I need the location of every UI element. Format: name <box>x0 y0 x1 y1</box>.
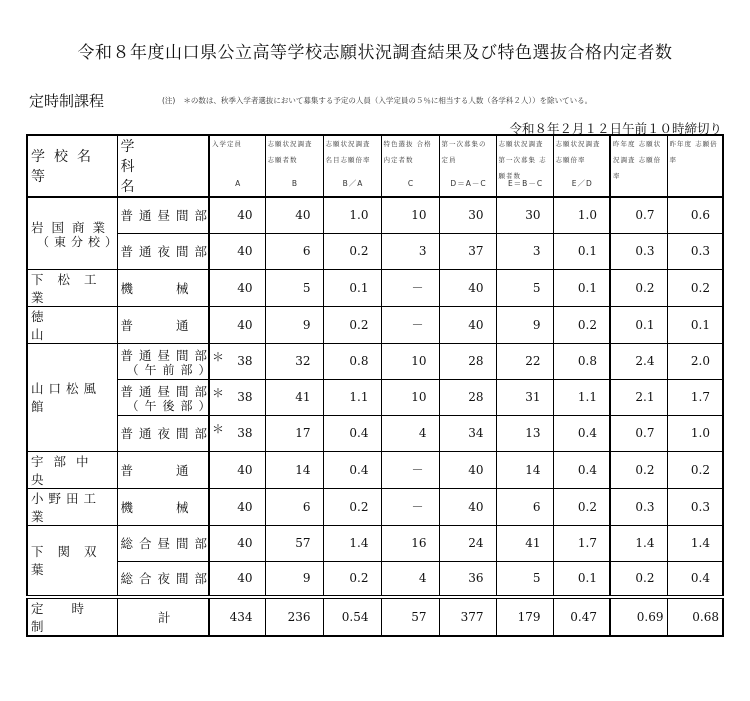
cell-b: 14 <box>265 451 323 488</box>
cell-d: 40 <box>439 306 496 343</box>
cell-ed: 0.4 <box>553 451 610 488</box>
dept-name: 普通昼間部 <box>117 197 209 233</box>
cell-d: 28 <box>439 379 496 415</box>
cell-ba: 0.2 <box>323 233 381 269</box>
cell-ba: 0.2 <box>323 306 381 343</box>
header-col-letter: E／D <box>571 179 593 188</box>
application-status-table <box>26 134 724 637</box>
dept-name <box>117 379 217 415</box>
cell-prev2: 0.4 <box>667 561 723 597</box>
header-col-text: 昨年度 志願倍率 <box>669 140 718 164</box>
school-name: 小野田工業 <box>27 488 117 525</box>
cell-ba: 0.4 <box>323 451 381 488</box>
cell-ba: 0.2 <box>323 488 381 525</box>
cell-d: 40 <box>439 488 496 525</box>
cell-prev2: 0.3 <box>667 488 723 525</box>
cell-b: 40 <box>265 197 323 233</box>
header-col-text: 志願状況調査 名目志願倍率 <box>325 140 371 164</box>
table-row <box>27 525 723 561</box>
cell-ed: 1.0 <box>553 197 610 233</box>
cell-ba: 1.1 <box>323 379 381 415</box>
cell-b: 6 <box>265 233 323 269</box>
asterisk-mark: ＊ <box>212 385 225 400</box>
cell-prev2: 0.3 <box>667 233 723 269</box>
header-dept: 学 科 名 <box>117 135 209 197</box>
total-d: 377 <box>439 597 496 636</box>
cell-c: 4 <box>381 561 439 597</box>
cell-ed: 1.7 <box>553 525 610 561</box>
cell-a-value: 38 <box>237 426 253 440</box>
header-col-text: 志願状況調査 第一次募集 志願者数 <box>498 140 547 180</box>
table-row <box>27 488 723 525</box>
cell-d: 36 <box>439 561 496 597</box>
cell-b: 41 <box>265 379 323 415</box>
cell-c: 10 <box>381 197 439 233</box>
total-ed: 0.47 <box>553 597 610 636</box>
footnote-label: (注) <box>162 96 176 105</box>
cell-prev2: 0.2 <box>667 451 723 488</box>
cell-ed: 0.1 <box>553 561 610 597</box>
cell-ed: 0.4 <box>553 415 610 451</box>
cell-e: 5 <box>496 561 553 597</box>
cell-c: － <box>381 306 439 343</box>
cell-c: 4 <box>381 415 439 451</box>
cell-prev1: 0.2 <box>610 451 667 488</box>
header-col-letter: B／A <box>342 179 364 188</box>
cell-e: 41 <box>496 525 553 561</box>
header-col-text: 志願状況調査 志願者数 <box>267 140 313 164</box>
cell-prev1: 0.7 <box>610 197 667 233</box>
cell-e: 13 <box>496 415 553 451</box>
school-name: 下松工業 <box>27 269 117 306</box>
total-c: 57 <box>381 597 439 636</box>
cell-d: 24 <box>439 525 496 561</box>
cell-a: 40 <box>209 525 265 561</box>
header-col-letter: D＝A－C <box>450 179 487 188</box>
cell-a: 40 <box>209 488 265 525</box>
cell-ed: 0.8 <box>553 343 610 379</box>
cell-prev2: 1.4 <box>667 525 723 561</box>
asterisk-mark: ＊ <box>212 421 225 436</box>
dept-name: 普通夜間部 <box>117 415 209 451</box>
cell-e: 14 <box>496 451 553 488</box>
cell-ba: 0.4 <box>323 415 381 451</box>
table-row <box>27 233 723 269</box>
header-col-prev-rate2 <box>667 135 723 197</box>
school-name-text: 岩国商業 <box>31 220 114 236</box>
total-prev1: 0.69 <box>610 597 667 636</box>
header-col-prev-rate1 <box>610 135 667 197</box>
cell-e: 6 <box>496 488 553 525</box>
cell-a: 40 <box>209 306 265 343</box>
cell-a <box>209 379 265 415</box>
table-row <box>27 197 723 233</box>
cell-c: － <box>381 451 439 488</box>
deadline-text: 令和８年２月１２日午前１０時締切り <box>509 121 722 136</box>
table-row <box>27 306 723 343</box>
cell-a: 40 <box>209 451 265 488</box>
school-name: 宇部中央 <box>27 451 117 488</box>
header-col-letter: C <box>407 179 415 188</box>
school-name: 下関双葉 <box>27 525 117 597</box>
cell-prev2: 0.1 <box>667 306 723 343</box>
cell-prev1: 2.4 <box>610 343 667 379</box>
cell-e: 22 <box>496 343 553 379</box>
dept-name: 総合昼間部 <box>117 525 209 561</box>
cell-b: 9 <box>265 561 323 597</box>
dept-name-sub: （午前部） <box>126 363 217 377</box>
cell-prev2: 1.7 <box>667 379 723 415</box>
header-col-ed <box>553 135 610 197</box>
cell-prev1: 2.1 <box>610 379 667 415</box>
cell-ed: 0.2 <box>553 488 610 525</box>
dept-name-text: 普通昼間部 <box>120 384 214 399</box>
table-row <box>27 343 723 379</box>
cell-e: 31 <box>496 379 553 415</box>
header-col-letter: A <box>235 179 242 188</box>
total-ba: 0.54 <box>323 597 381 636</box>
cell-ba: 0.2 <box>323 561 381 597</box>
cell-ed: 0.2 <box>553 306 610 343</box>
dept-name: 普 通 <box>117 451 209 488</box>
cell-e: 9 <box>496 306 553 343</box>
header-col-letter: E＝B－C <box>507 179 544 188</box>
cell-prev1: 0.2 <box>610 269 667 306</box>
cell-e: 30 <box>496 197 553 233</box>
cell-ed: 0.1 <box>553 269 610 306</box>
cell-b: 57 <box>265 525 323 561</box>
header-col-d <box>439 135 496 197</box>
total-prev2: 0.68 <box>667 597 723 636</box>
header-col-text: 特色選抜 合格内定者数 <box>383 140 432 164</box>
dept-name: 総合夜間部 <box>117 561 209 597</box>
cell-e: 3 <box>496 233 553 269</box>
cell-a-value: 38 <box>237 354 253 368</box>
dept-name-text: 普通昼間部 <box>120 348 214 363</box>
total-label: 定時制 <box>27 597 117 636</box>
dept-name: 機 械 <box>117 488 209 525</box>
cell-b: 9 <box>265 306 323 343</box>
table-row <box>27 379 723 415</box>
header-col-a <box>209 135 265 197</box>
table-row <box>27 269 723 306</box>
header-col-text: 第一次募集の 定員 <box>441 140 487 164</box>
total-e: 179 <box>496 597 553 636</box>
table-row <box>27 561 723 597</box>
total-dept-label: 計 <box>117 597 209 636</box>
cell-a: 40 <box>209 561 265 597</box>
header-school: 学校名等 <box>27 135 117 197</box>
dept-name-sub: （午後部） <box>126 399 217 413</box>
cell-a: 40 <box>209 233 265 269</box>
footnote-text: ＊の数は、秋季入学者選抜において募集する予定の人員（入学定員の５％に相当する人数（各学科２人））を除いている。 <box>183 96 593 105</box>
cell-ba: 1.4 <box>323 525 381 561</box>
cell-prev2: 0.2 <box>667 269 723 306</box>
school-name <box>27 197 123 269</box>
page-title: 令和８年度山口県公立高等学校志願状況調査結果及び特色選抜合格内定者数 <box>77 43 673 63</box>
cell-ed: 1.1 <box>553 379 610 415</box>
cell-b: 6 <box>265 488 323 525</box>
cell-c: 16 <box>381 525 439 561</box>
cell-prev1: 1.4 <box>610 525 667 561</box>
cell-prev2: 0.6 <box>667 197 723 233</box>
cell-a: 40 <box>209 269 265 306</box>
header-col-b <box>265 135 323 197</box>
table-row <box>27 451 723 488</box>
cell-prev1: 0.1 <box>610 306 667 343</box>
cell-d: 28 <box>439 343 496 379</box>
header-col-e <box>496 135 553 197</box>
cell-d: 37 <box>439 233 496 269</box>
section-title: 定時制課程 <box>29 92 105 110</box>
cell-a <box>209 415 265 451</box>
cell-c: 10 <box>381 343 439 379</box>
school-name-sub: （東分校） <box>37 235 123 250</box>
header-col-c <box>381 135 439 197</box>
cell-d: 30 <box>439 197 496 233</box>
cell-a-value: 38 <box>237 390 253 404</box>
header-col-text: 志願状況調査 志願倍率 <box>555 140 601 164</box>
dept-name: 普通夜間部 <box>117 233 209 269</box>
header-col-text: 入学定員 <box>212 140 242 148</box>
total-row <box>27 597 723 636</box>
cell-c: － <box>381 488 439 525</box>
cell-c: 10 <box>381 379 439 415</box>
total-b: 236 <box>265 597 323 636</box>
cell-b: 5 <box>265 269 323 306</box>
cell-ba: 1.0 <box>323 197 381 233</box>
cell-d: 40 <box>439 269 496 306</box>
cell-prev1: 0.3 <box>610 233 667 269</box>
header-col-letter: B <box>291 179 299 188</box>
cell-prev2: 2.0 <box>667 343 723 379</box>
cell-d: 40 <box>439 451 496 488</box>
dept-name: 機 械 <box>117 269 209 306</box>
header-col-ba <box>323 135 381 197</box>
cell-ba: 0.1 <box>323 269 381 306</box>
cell-a: 40 <box>209 197 265 233</box>
dept-name <box>117 343 217 379</box>
cell-ed: 0.1 <box>553 233 610 269</box>
cell-b: 32 <box>265 343 323 379</box>
cell-prev2: 1.0 <box>667 415 723 451</box>
table-row <box>27 415 723 451</box>
school-name: 山口松風館 <box>27 343 117 451</box>
cell-a <box>209 343 265 379</box>
cell-c: 3 <box>381 233 439 269</box>
header-row <box>27 135 723 197</box>
asterisk-mark: ＊ <box>212 349 225 364</box>
total-a: 434 <box>209 597 265 636</box>
school-name: 徳 山 <box>27 306 117 343</box>
cell-b: 17 <box>265 415 323 451</box>
cell-prev1: 0.7 <box>610 415 667 451</box>
header-col-text: 昨年度 志願状況調査 志願倍率 <box>613 140 662 180</box>
cell-ba: 0.8 <box>323 343 381 379</box>
cell-prev1: 0.2 <box>610 561 667 597</box>
cell-e: 5 <box>496 269 553 306</box>
cell-d: 34 <box>439 415 496 451</box>
cell-prev1: 0.3 <box>610 488 667 525</box>
dept-name: 普 通 <box>117 306 209 343</box>
cell-c: － <box>381 269 439 306</box>
footnote <box>162 95 592 106</box>
